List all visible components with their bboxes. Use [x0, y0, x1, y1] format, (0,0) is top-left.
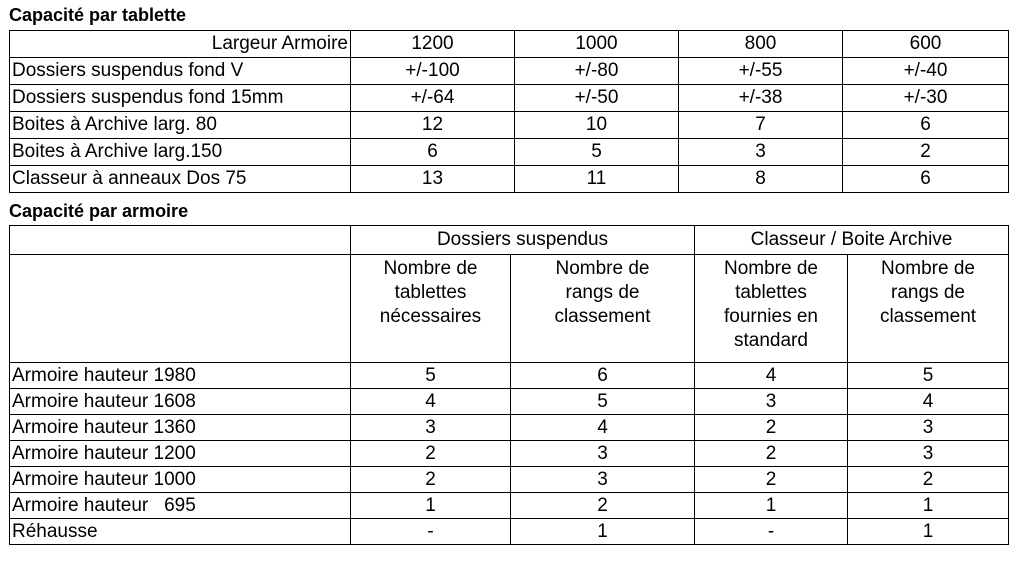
row-label: Armoire hauteur 1200: [10, 441, 351, 467]
cell-value: 1: [511, 519, 695, 545]
header-label-largeur-armoire: Largeur Armoire: [10, 31, 351, 58]
sub-header-row: [10, 255, 1009, 363]
section-title-capacite-armoire: Capacité par armoire: [9, 201, 189, 221]
cell-value: +/-55: [679, 58, 843, 85]
cell-value: 2: [695, 415, 848, 441]
row-label: Armoire hauteur 695: [10, 493, 351, 519]
sub-header-line: rangs de: [565, 282, 640, 303]
table-row: [10, 112, 1009, 139]
cell-value: 5: [351, 363, 511, 389]
cell-value: 13: [351, 166, 515, 193]
cell-value: 6: [843, 112, 1009, 139]
table-header-row: [10, 31, 1009, 58]
cell-value: 4: [511, 415, 695, 441]
cell-value: 2: [695, 441, 848, 467]
cell-value: 8: [679, 166, 843, 193]
table-row: [10, 519, 1009, 545]
cell-value: 1: [848, 519, 1009, 545]
cell-value: 4: [848, 389, 1009, 415]
table-row: [10, 493, 1009, 519]
table-row: [10, 467, 1009, 493]
row-label: Boites à Archive larg. 80: [10, 112, 351, 139]
sub-header-tablettes-necessaires: [351, 255, 511, 363]
row-label: Armoire hauteur 1608: [10, 389, 351, 415]
row-label: Armoire hauteur 1980: [10, 363, 351, 389]
table-row: [10, 389, 1009, 415]
sub-header-line: tablettes: [735, 282, 807, 303]
sub-header-line: standard: [734, 330, 808, 351]
cell-value: 3: [511, 441, 695, 467]
cell-value: 2: [848, 467, 1009, 493]
cell-value: 6: [511, 363, 695, 389]
sub-header-line: fournies en: [723, 306, 818, 327]
empty-header-cell: [10, 255, 351, 363]
table-row: [10, 441, 1009, 467]
row-label: Dossiers suspendus fond V: [10, 58, 351, 85]
group-header-dossiers-suspendus: Dossiers suspendus: [351, 226, 695, 255]
cell-value: 4: [695, 363, 848, 389]
cell-value: +/-100: [351, 58, 515, 85]
empty-header-cell: [10, 226, 351, 255]
table-row: [10, 58, 1009, 85]
row-label: Réhausse: [10, 519, 351, 545]
sub-header-line: classement: [879, 306, 977, 327]
cell-value: +/-38: [679, 85, 843, 112]
cell-value: 10: [515, 112, 679, 139]
cell-value: +/-30: [843, 85, 1009, 112]
cell-value: 3: [695, 389, 848, 415]
sub-header-rangs-classement-2: [848, 255, 1009, 363]
cell-value: 1: [848, 493, 1009, 519]
group-header-classeur-boite-archive: Classeur / Boite Archive: [695, 226, 1009, 255]
cell-value: 2: [695, 467, 848, 493]
group-header-row: [10, 226, 1009, 255]
header-width-600: 600: [843, 31, 1009, 58]
table-row: [10, 415, 1009, 441]
cell-value: 5: [515, 139, 679, 166]
table-row: [10, 139, 1009, 166]
cell-value: 1: [695, 493, 848, 519]
sub-header-line: Nombre de: [383, 258, 478, 279]
sub-header-line: Nombre de: [881, 258, 975, 279]
cell-value: 3: [511, 467, 695, 493]
sub-header-line: rangs de: [891, 282, 965, 303]
cell-value: +/-40: [843, 58, 1009, 85]
row-label: Dossiers suspendus fond 15mm: [10, 85, 351, 112]
header-width-800: 800: [679, 31, 843, 58]
cell-value: -: [351, 519, 511, 545]
cell-value: 6: [351, 139, 515, 166]
table-row: [10, 85, 1009, 112]
cell-value: 4: [351, 389, 511, 415]
cell-value: 3: [848, 441, 1009, 467]
cell-value: 2: [351, 467, 511, 493]
cell-value: +/-50: [515, 85, 679, 112]
cell-value: 11: [515, 166, 679, 193]
cell-value: 3: [848, 415, 1009, 441]
cell-value: 6: [843, 166, 1009, 193]
row-label: Armoire hauteur 1360: [10, 415, 351, 441]
table-row: [10, 363, 1009, 389]
sub-header-line: nécessaires: [379, 306, 482, 327]
sub-header-rangs-classement: [511, 255, 695, 363]
header-width-1000: 1000: [515, 31, 679, 58]
cell-value: 2: [351, 441, 511, 467]
cell-value: 12: [351, 112, 515, 139]
header-width-1200: 1200: [351, 31, 515, 58]
row-label: Boites à Archive larg.150: [10, 139, 351, 166]
capacite-armoire-table: [9, 225, 1009, 545]
cell-value: 2: [843, 139, 1009, 166]
cell-value: +/-64: [351, 85, 515, 112]
row-label: Armoire hauteur 1000: [10, 467, 351, 493]
cell-value: 5: [511, 389, 695, 415]
sub-header-line: classement: [554, 306, 651, 327]
cell-value: 3: [679, 139, 843, 166]
cell-value: 1: [351, 493, 511, 519]
cell-value: 7: [679, 112, 843, 139]
cell-value: 5: [848, 363, 1009, 389]
cell-value: +/-80: [515, 58, 679, 85]
cell-value: -: [695, 519, 848, 545]
section-title-capacite-tablette: Capacité par tablette: [9, 5, 187, 25]
sub-header-line: Nombre de: [555, 258, 650, 279]
sub-header-line: tablettes: [394, 282, 467, 303]
row-label: Classeur à anneaux Dos 75: [10, 166, 351, 193]
sub-header-tablettes-fournies: [695, 255, 848, 363]
cell-value: 3: [351, 415, 511, 441]
capacite-tablette-table: [9, 30, 1009, 193]
cell-value: 2: [511, 493, 695, 519]
table-row: [10, 166, 1009, 193]
sub-header-line: Nombre de: [724, 258, 818, 279]
